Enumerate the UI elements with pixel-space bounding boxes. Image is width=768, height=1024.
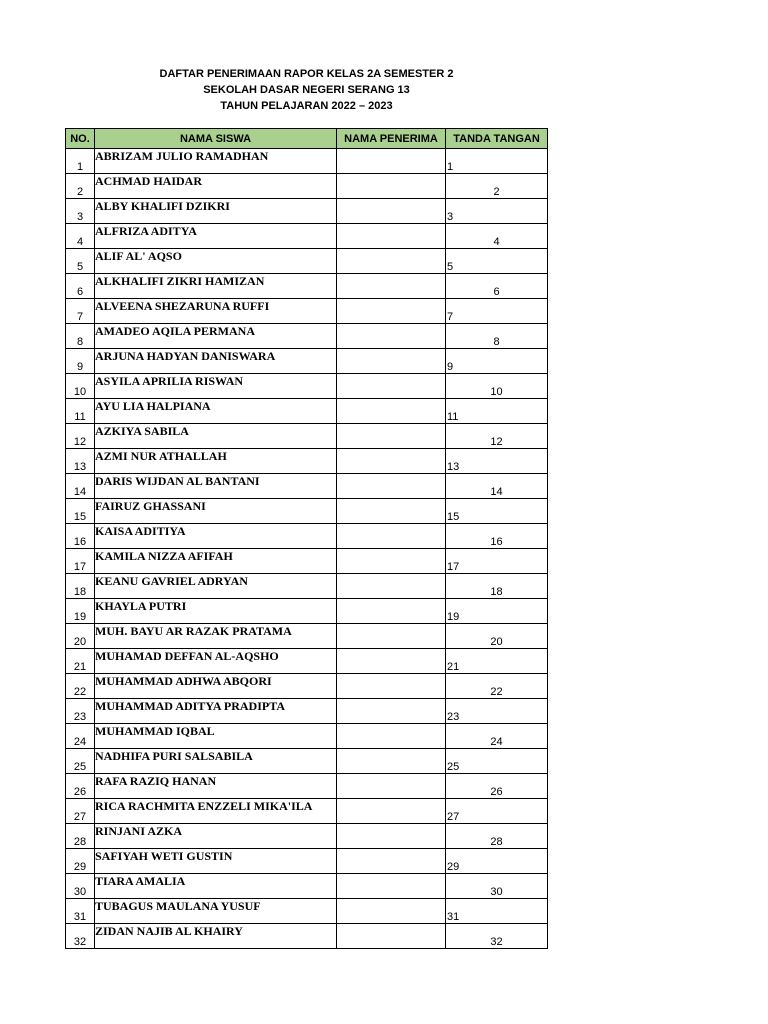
student-name: AZKIYA SABILA	[95, 424, 337, 449]
student-name: DARIS WIJDAN AL BANTANI	[95, 474, 337, 499]
row-number: 4	[66, 224, 95, 249]
student-name: ALBY KHALIFI DZIKRI	[95, 199, 337, 224]
signature-cell: 32	[446, 924, 548, 949]
signature-cell: 6	[446, 274, 548, 299]
table-row	[66, 374, 548, 399]
signature-cell: 29	[446, 849, 548, 874]
row-number: 21	[66, 649, 95, 674]
student-name: KEANU GAVRIEL ADRYAN	[95, 574, 337, 599]
receiver-name-cell	[337, 424, 446, 449]
student-name: KAMILA NIZZA AFIFAH	[95, 549, 337, 574]
signature-cell: 23	[446, 699, 548, 724]
receiver-name-cell	[337, 899, 446, 924]
row-number: 10	[66, 374, 95, 399]
receiver-name-cell	[337, 574, 446, 599]
student-name: ALFRIZA ADITYA	[95, 224, 337, 249]
row-number: 8	[66, 324, 95, 349]
signature-cell: 7	[446, 299, 548, 324]
signature-cell: 4	[446, 224, 548, 249]
table-row	[66, 299, 548, 324]
student-name: ALVEENA SHEZARUNA RUFFI	[95, 299, 337, 324]
signature-cell: 27	[446, 799, 548, 824]
signature-cell: 2	[446, 174, 548, 199]
table-body	[66, 149, 548, 949]
student-name: ALIF AL' AQSO	[95, 249, 337, 274]
row-number: 9	[66, 349, 95, 374]
report-receipt-table	[65, 128, 548, 949]
receiver-name-cell	[337, 349, 446, 374]
signature-cell: 8	[446, 324, 548, 349]
table-row	[66, 349, 548, 374]
row-number: 2	[66, 174, 95, 199]
receiver-name-cell	[337, 174, 446, 199]
student-name: ARJUNA HADYAN DANISWARA	[95, 349, 337, 374]
student-name: ALKHALIFI ZIKRI HAMIZAN	[95, 274, 337, 299]
table-row	[66, 824, 548, 849]
signature-cell: 17	[446, 549, 548, 574]
row-number: 29	[66, 849, 95, 874]
student-name: MUHAMMAD ADHWA ABQORI	[95, 674, 337, 699]
signature-cell: 30	[446, 874, 548, 899]
table-row	[66, 249, 548, 274]
student-name: MUHAMMAD IQBAL	[95, 724, 337, 749]
signature-cell: 10	[446, 374, 548, 399]
receiver-name-cell	[337, 199, 446, 224]
table-row	[66, 599, 548, 624]
receiver-name-cell	[337, 399, 446, 424]
signature-cell: 11	[446, 399, 548, 424]
row-number: 12	[66, 424, 95, 449]
receiver-name-cell	[337, 249, 446, 274]
table-row	[66, 749, 548, 774]
row-number: 16	[66, 524, 95, 549]
table-row	[66, 474, 548, 499]
receiver-name-cell	[337, 699, 446, 724]
receiver-name-cell	[337, 549, 446, 574]
signature-cell: 13	[446, 449, 548, 474]
table-row	[66, 324, 548, 349]
table-row	[66, 899, 548, 924]
row-number: 14	[66, 474, 95, 499]
student-name: RAFA RAZIQ HANAN	[95, 774, 337, 799]
title-line-2: SEKOLAH DASAR NEGERI SERANG 13	[203, 84, 410, 96]
signature-cell: 31	[446, 899, 548, 924]
table-row	[66, 499, 548, 524]
document-header	[65, 66, 548, 114]
table-row	[66, 624, 548, 649]
receiver-name-cell	[337, 649, 446, 674]
receiver-name-cell	[337, 749, 446, 774]
signature-cell: 14	[446, 474, 548, 499]
table-row	[66, 399, 548, 424]
table-row	[66, 649, 548, 674]
student-name: ZIDAN NAJIB AL KHAIRY	[95, 924, 337, 949]
signature-cell: 19	[446, 599, 548, 624]
title-line-3: TAHUN PELAJARAN 2022 – 2023	[220, 100, 393, 112]
row-number: 3	[66, 199, 95, 224]
table-row	[66, 549, 548, 574]
table-row	[66, 799, 548, 824]
student-name: MUHAMMAD ADITYA PRADIPTA	[95, 699, 337, 724]
receiver-name-cell	[337, 474, 446, 499]
table-row	[66, 199, 548, 224]
row-number: 17	[66, 549, 95, 574]
row-number: 20	[66, 624, 95, 649]
receiver-name-cell	[337, 799, 446, 824]
student-name: ABRIZAM JULIO RAMADHAN	[95, 149, 337, 174]
table-header-row	[66, 129, 548, 149]
student-name: RINJANI AZKA	[95, 824, 337, 849]
receiver-name-cell	[337, 324, 446, 349]
signature-cell: 3	[446, 199, 548, 224]
receiver-name-cell	[337, 224, 446, 249]
receiver-name-cell	[337, 274, 446, 299]
title-line-1: DAFTAR PENERIMAAN RAPOR KELAS 2A SEMESTER 2	[159, 68, 454, 80]
row-number: 23	[66, 699, 95, 724]
receiver-name-cell	[337, 449, 446, 474]
signature-cell: 25	[446, 749, 548, 774]
signature-cell: 16	[446, 524, 548, 549]
table-row	[66, 774, 548, 799]
student-name: KHAYLA PUTRI	[95, 599, 337, 624]
row-number: 18	[66, 574, 95, 599]
signature-cell: 22	[446, 674, 548, 699]
table-row	[66, 674, 548, 699]
student-name: AYU LIA HALPIANA	[95, 399, 337, 424]
row-number: 28	[66, 824, 95, 849]
receiver-name-cell	[337, 924, 446, 949]
table-row	[66, 149, 548, 174]
signature-cell: 28	[446, 824, 548, 849]
signature-cell: 18	[446, 574, 548, 599]
row-number: 32	[66, 924, 95, 949]
table-row	[66, 574, 548, 599]
row-number: 19	[66, 599, 95, 624]
row-number: 6	[66, 274, 95, 299]
table-row	[66, 724, 548, 749]
row-number: 15	[66, 499, 95, 524]
student-name: MUH. BAYU AR RAZAK PRATAMA	[95, 624, 337, 649]
student-name: MUHAMAD DEFFAN AL-AQSHO	[95, 649, 337, 674]
student-name: KAISA ADITIYA	[95, 524, 337, 549]
header-student-name: NAMA SISWA	[95, 129, 337, 149]
table-row	[66, 174, 548, 199]
receiver-name-cell	[337, 624, 446, 649]
receiver-name-cell	[337, 849, 446, 874]
signature-cell: 5	[446, 249, 548, 274]
signature-cell: 1	[446, 149, 548, 174]
student-name: TUBAGUS MAULANA YUSUF	[95, 899, 337, 924]
header-no: NO.	[66, 129, 95, 149]
signature-cell: 26	[446, 774, 548, 799]
row-number: 7	[66, 299, 95, 324]
receiver-name-cell	[337, 374, 446, 399]
student-name: RICA RACHMITA ENZZELI MIKA'ILA	[95, 799, 337, 824]
signature-cell: 24	[446, 724, 548, 749]
row-number: 22	[66, 674, 95, 699]
signature-cell: 9	[446, 349, 548, 374]
receiver-name-cell	[337, 824, 446, 849]
row-number: 26	[66, 774, 95, 799]
row-number: 13	[66, 449, 95, 474]
row-number: 25	[66, 749, 95, 774]
signature-cell: 12	[446, 424, 548, 449]
table-row	[66, 224, 548, 249]
table-row	[66, 274, 548, 299]
student-name: ASYILA APRILIA RISWAN	[95, 374, 337, 399]
header-receiver-name: NAMA PENERIMA	[337, 129, 446, 149]
receiver-name-cell	[337, 299, 446, 324]
student-name: FAIRUZ GHASSANI	[95, 499, 337, 524]
row-number: 31	[66, 899, 95, 924]
table-row	[66, 849, 548, 874]
table-row	[66, 524, 548, 549]
receiver-name-cell	[337, 524, 446, 549]
row-number: 5	[66, 249, 95, 274]
receiver-name-cell	[337, 149, 446, 174]
row-number: 24	[66, 724, 95, 749]
student-name: SAFIYAH WETI GUSTIN	[95, 849, 337, 874]
receiver-name-cell	[337, 599, 446, 624]
student-name: TIARA AMALIA	[95, 874, 337, 899]
receiver-name-cell	[337, 774, 446, 799]
row-number: 30	[66, 874, 95, 899]
table-row	[66, 449, 548, 474]
table-row	[66, 924, 548, 949]
receiver-name-cell	[337, 724, 446, 749]
student-name: AZMI NUR ATHALLAH	[95, 449, 337, 474]
student-name: NADHIFA PURI SALSABILA	[95, 749, 337, 774]
signature-cell: 20	[446, 624, 548, 649]
receiver-name-cell	[337, 874, 446, 899]
row-number: 11	[66, 399, 95, 424]
student-name: AMADEO AQILA PERMANA	[95, 324, 337, 349]
signature-cell: 15	[446, 499, 548, 524]
signature-cell: 21	[446, 649, 548, 674]
table-row	[66, 424, 548, 449]
row-number: 27	[66, 799, 95, 824]
table-row	[66, 699, 548, 724]
header-signature: TANDA TANGAN	[446, 129, 548, 149]
table-row	[66, 874, 548, 899]
student-name: ACHMAD HAIDAR	[95, 174, 337, 199]
receiver-name-cell	[337, 499, 446, 524]
row-number: 1	[66, 149, 95, 174]
receiver-name-cell	[337, 674, 446, 699]
